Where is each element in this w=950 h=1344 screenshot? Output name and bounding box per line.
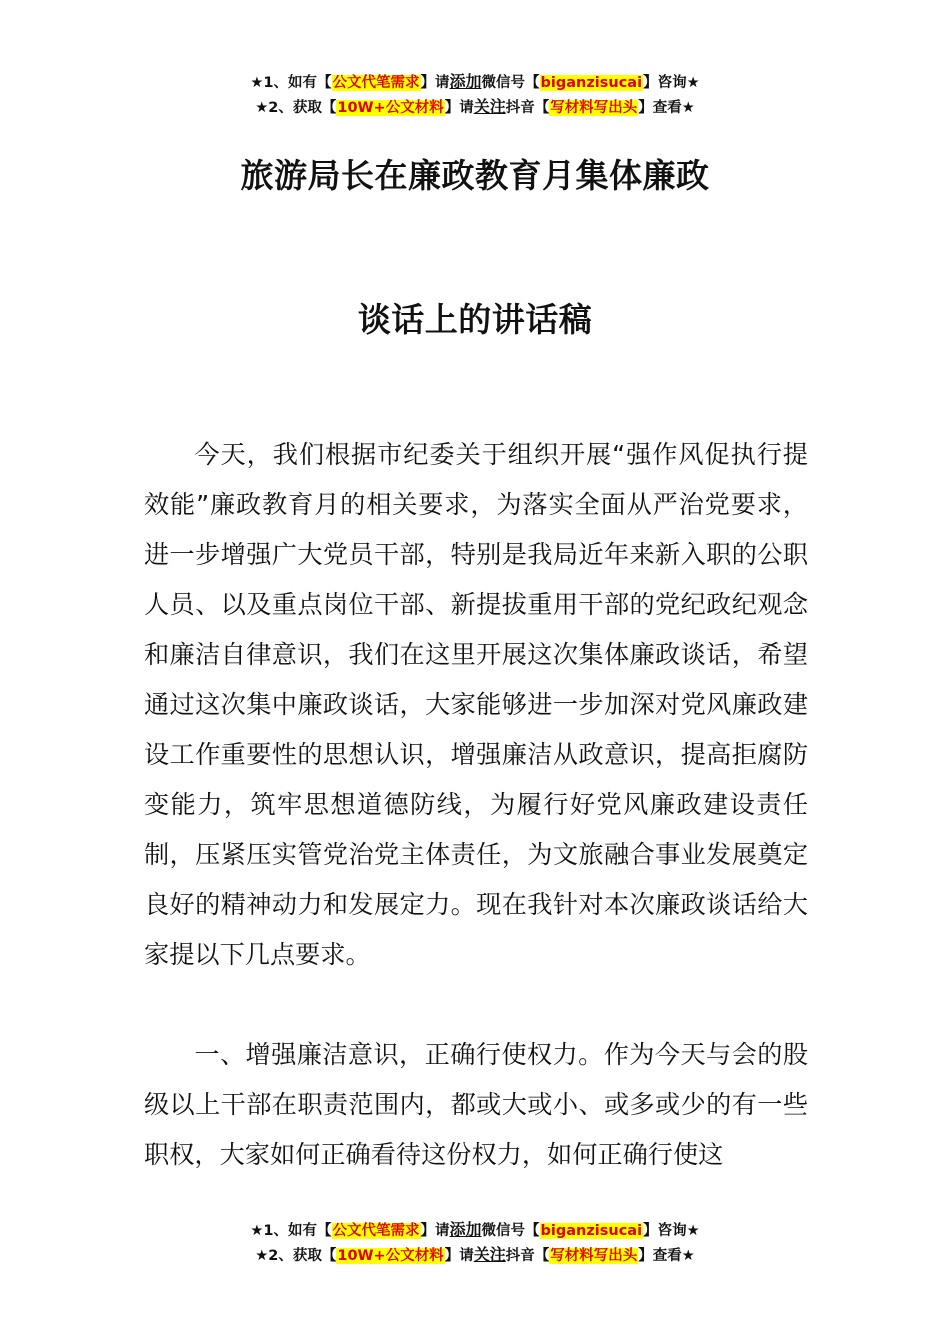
star-icon: ★ [255,100,269,116]
promo-text: 1、如有【 [263,1223,332,1239]
promo-text: 微信号【 [481,75,540,91]
promo-text: 2、获取【 [268,100,337,116]
promo-line-1 [0,70,950,95]
promo-text: 】请 [420,1223,450,1239]
promo-underlined: 关注 [473,1245,506,1264]
promo-text: 】咨询★ [643,1223,700,1239]
document-title-line-2: 谈话上的讲话稿 [357,300,593,339]
promo-text: 抖音【 [505,100,550,116]
promo-text: 】请 [420,75,450,91]
promo-highlight: 公文代笔需求 [332,75,420,91]
promo-text: 2、获取【 [268,1248,337,1264]
promo-line-2 [0,95,950,120]
promo-text: 】请 [444,100,474,116]
promo-text: 】查看★ [638,100,695,116]
promo-highlight: 公文代笔需求 [332,1223,420,1239]
wechat-id: biganzisucai [540,1223,643,1239]
promo-underlined: 关注 [473,97,506,116]
body-paragraph-1: 今天，我们根据市纪委关于组织开展“强作风促执行提效能”廉政教育月的相关要求，为落实全面从严治党要求，进一步增强广大党员干部，特别是我局近年来新入职的公职人员、以及重点岗位干部、新提拔重用干部的党纪政纪观念和廉洁自律意识，我们在这里开展这次集体廉政谈话，希望通过这次集中廉政谈话，大家能够进一步加深对党风廉政建设工作重要性的思想认识，增强廉洁从政意识，提高拒腐防变能力，筑牢思想道德防线，为履行好党风廉政建设责任制，压紧压实管党治党主体责任，为文旅融合事业发展奠定良好的精神动力和发展定力。现在我针对本次廉政谈话给大家提以下几点要求。 [144,440,808,969]
promo-highlight: 10W+公文材料 [337,1248,444,1264]
promo-text: 微信号【 [481,1223,540,1239]
promo-highlight: 10W+公文材料 [337,100,444,116]
douyin-id: 写材料写出头 [550,1248,638,1264]
promo-text: 】查看★ [638,1248,695,1264]
promo-line-2 [0,1243,950,1268]
wechat-id: biganzisucai [540,75,643,91]
promo-underlined: 添加 [449,1220,482,1239]
promo-text: 1、如有【 [263,75,332,91]
star-icon: ★ [250,75,264,91]
star-icon: ★ [255,1248,269,1264]
promo-underlined: 添加 [449,72,482,91]
promo-banner-bottom [0,1218,950,1268]
document-title-line-1: 旅游局长在廉政教育月集体廉政 [240,156,710,195]
promo-line-1 [0,1218,950,1243]
body-paragraph-2: 一、增强廉洁意识，正确行使权力。作为今天与会的股级以上干部在职责范围内，都或大或小、或多或少的有一些职权，大家如何正确看待这份权力，如何正确行使这 [144,1040,808,1169]
star-icon: ★ [250,1223,264,1239]
promo-text: 】请 [444,1248,474,1264]
douyin-id: 写材料写出头 [550,100,638,116]
promo-text: 抖音【 [505,1248,550,1264]
promo-text: 】咨询★ [643,75,700,91]
promo-banner-top [0,70,950,120]
